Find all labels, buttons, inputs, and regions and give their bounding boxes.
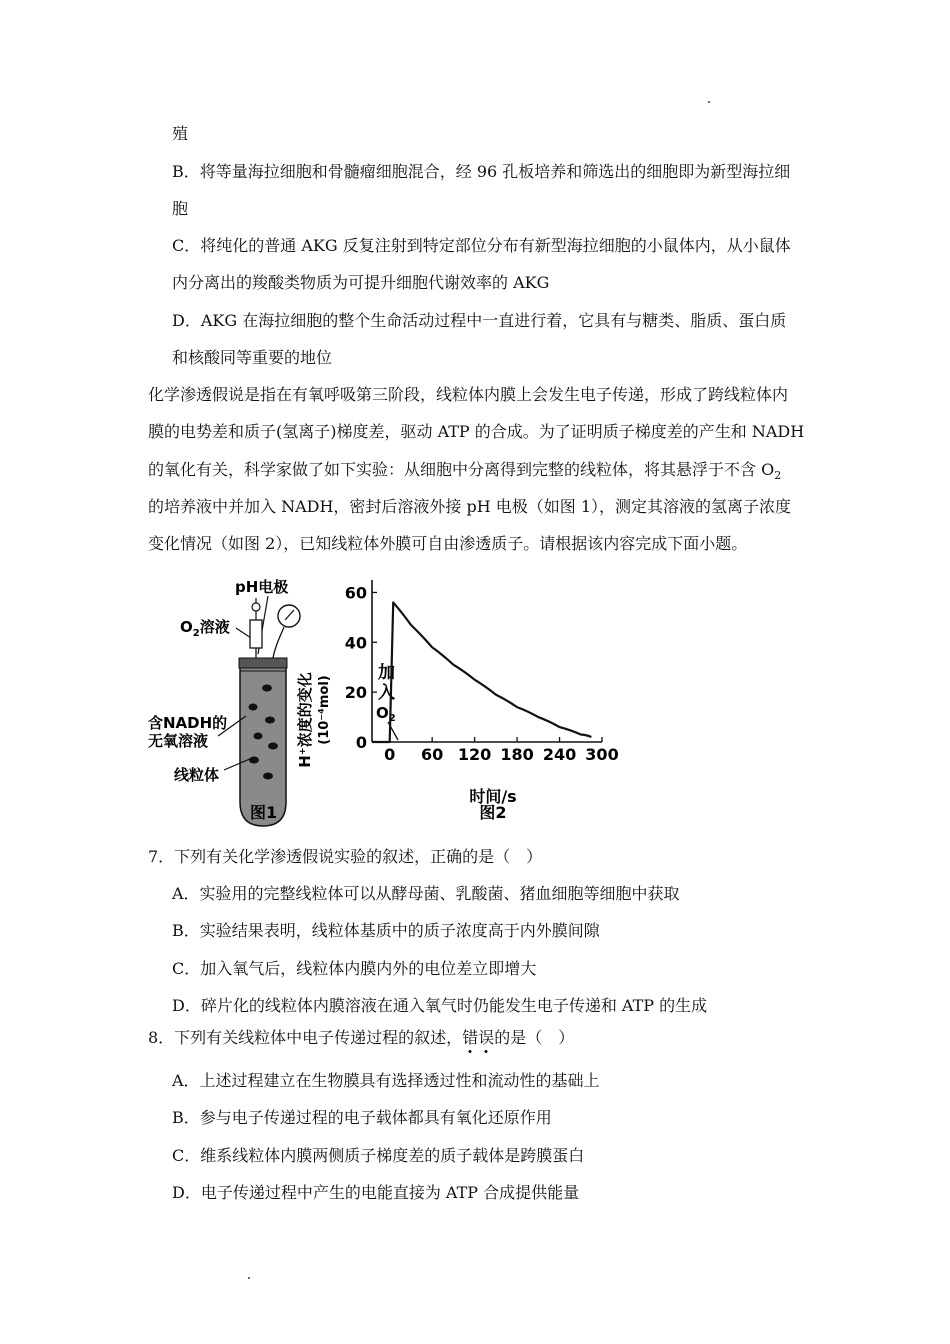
option-a-continuation: 殖 [172,124,189,143]
q8-option-a: A．上述过程建立在生物膜具有选择透过性和流动性的基础上 [172,1071,600,1090]
x-tick-label: 120 [457,745,492,764]
mitochondrion [249,704,258,711]
electrode-knob [252,603,260,611]
chart-annotation-1: 加 [378,663,395,683]
mitochondrion [254,733,263,740]
nadh-solution-label-1: 含NADH的 [148,714,228,732]
y-tick-label: 20 [344,683,367,703]
q7-option-c: C．加入氧气后，线粒体内膜内外的电位差立即增大 [172,959,537,978]
figure1-caption: 图1 [250,803,278,822]
figure-area [148,570,630,836]
series-line [372,602,591,742]
passage-line-5: 变化情况（如图 2），已知线粒体外膜可自由渗透质子。请根据该内容完成下面小题。 [148,534,748,553]
option-d-line1: D．AKG 在海拉细胞的整个生命活动过程中一直进行着，它具有与糖类、脂质、蛋白质 [172,311,787,330]
option-b-line2: 胞 [172,199,189,218]
y-tick-label: 60 [344,583,367,603]
mitochondrion [262,685,272,692]
option-c-line1: C．将纯化的普通 AKG 反复注射到特定部位分布有新型海拉细胞的小鼠体内，从小鼠体 [172,236,791,255]
y-tick-label: 0 [355,733,367,752]
mitochondrion [249,757,259,764]
chart-annotation-2: 入 [378,683,395,703]
q7-option-a: A．实验用的完整线粒体可以从酵母菌、乳酸菌、猪血细胞等细胞中获取 [172,884,680,903]
chart-xlabel: 时间/s [469,787,517,806]
tube-seal [239,658,287,668]
passage-line-1: 化学渗透假说是指在有氧呼吸第三阶段，线粒体内膜上会发生电子传递，形成了跨线粒体内 [148,385,789,404]
option-d-line2: 和核酸同等重要的地位 [172,348,333,367]
chart-ylabel: H⁺浓度的变化 [296,672,314,768]
mitochondrion [263,773,273,780]
page-speck [248,1277,250,1279]
q7-stem: 7．下列有关化学渗透假说实验的叙述，正确的是（ ） [148,847,543,866]
chart-ylabel-unit: (10⁻⁴mol) [317,675,332,745]
mitochondrion [265,717,275,724]
test-tube [240,660,286,826]
mitochondria-label: 线粒体 [174,766,220,784]
q8-emphasis-1: 错 [462,1028,479,1047]
x-tick-label: 60 [421,745,444,764]
figure2-caption: 图2 [479,803,507,822]
x-tick-label: 300 [585,745,619,764]
passage-o2-subscript: 2 [774,469,782,483]
y-tick-label: 40 [344,633,367,653]
q7-option-b: B．实验结果表明，线粒体基质中的质子浓度高于内外膜间隙 [172,921,600,940]
q8-stem [148,1028,574,1048]
x-tick-label: 240 [542,745,577,764]
passage-line-2: 膜的电势差和质子(氢离子)梯度差，驱动 ATP 的合成。为了证明质子梯度差的产生和 NADH [148,422,805,441]
q8-emphasis-2: 误 [478,1028,495,1047]
option-b-line1: B．将等量海拉细胞和骨髓瘤细胞混合，经 96 孔板培养和筛选出的细胞即为新型海拉细 [172,162,791,181]
x-tick-label: 180 [500,745,534,764]
o2-solution-label: $O_2$溶液 [180,618,230,639]
passage-line-3 [148,460,781,486]
q7-option-d: D．碎片化的线粒体内膜溶液在通入氧气时仍能发生电子传递和 ATP 的生成 [172,996,708,1015]
figure1 [148,578,300,826]
passage-line-3-text: 的氧化有关，科学家做了如下实验：从细胞中分离得到完整的线粒体，将其悬浮于不含 O [148,460,775,479]
page-speck [708,101,710,103]
q8-option-b: B．参与电子传递过程的电子载体都具有氧化还原作用 [172,1108,552,1127]
option-c-line2: 内分离出的羧酸类物质为可提升细胞代谢效率的 AKG [172,273,550,292]
figure-svg [148,570,630,832]
mitochondrion [268,743,278,750]
chart-annotation-3: $O_2$ [376,704,396,724]
q8-option-d: D．电子传递过程中产生的电能直接为 ATP 合成提供能量 [172,1183,580,1202]
q8-stem-post: 的是（ ） [494,1028,575,1047]
nadh-solution-label-2: 无氧溶液 [148,732,209,750]
o2-syringe [250,620,262,648]
ph-electrode-label: pH电极 [235,578,289,596]
figure2-chart [296,580,619,822]
passage-line-4: 的培养液中并加入 NADH，密封后溶液外接 pH 电极（如图 1），测定其溶液的氢离子浓度 [148,497,792,516]
x-tick-label: 0 [384,745,396,764]
q8-option-c: C．维系线粒体内膜两侧质子梯度差的质子载体是跨膜蛋白 [172,1146,585,1165]
q8-stem-pre: 8．下列有关线粒体中电子传递过程的叙述， [148,1028,463,1047]
